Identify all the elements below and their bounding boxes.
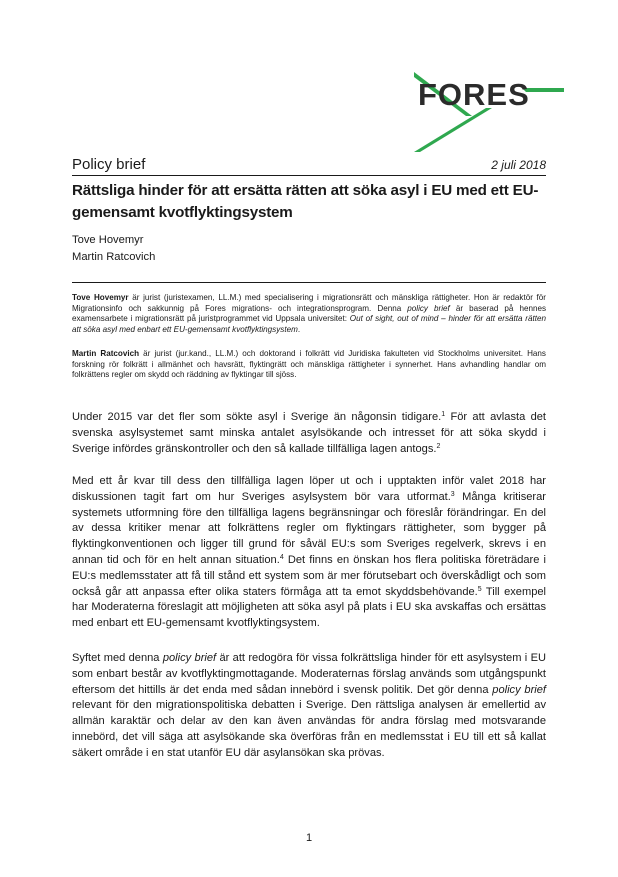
author-name: Martin Ratcovich [72, 251, 156, 263]
paragraph-emphasis: policy brief [492, 683, 546, 696]
bio-text: är baserad på hennes examensarbete i migrationsrätt på juristprogrammet vid Uppsala universitet: [72, 303, 546, 324]
footnote-marker[interactable]: 3 [450, 490, 455, 498]
document-date: 2 juli 2018 [491, 158, 546, 172]
bio-text: . [297, 324, 301, 334]
bio-text: är jurist (jur.kand., LL.M.) och doktorand i folkrätt vid Juridiska fakulteten vid Stockholms universitet. Hans forskning rör folkrätt i allmänhet och havsrätt, flyktingrätt och mänskliga rättigheter i synnerhet. Hans avhandling handlar om folkrättens regler om skydd och räddning av flyktingar till sjöss. [72, 349, 546, 380]
footnote-marker[interactable]: 2 [436, 442, 441, 450]
body-paragraph [72, 410, 546, 457]
paragraph-text: För att avlasta det svenska asylsystemet samt minska antalet asylsökande och intresset för att söka skydd i Sverige infördes gränskontroller och den så kallade tillfälliga lagen antogs. [72, 411, 546, 455]
author-bio [72, 349, 546, 381]
fores-logo [414, 72, 564, 152]
authors-divider [72, 282, 546, 283]
paragraph-text: är att redogöra för vissa folkrättsliga hinder för ett asylsystem i EU som enbart består av kvotflyktingmottagande. Moderaternas förslag används som utgångspunkt eftersom det hittills är det enda med sådan innebörd i svensk politik. Det gör denna [72, 652, 547, 696]
footnote-marker[interactable]: 4 [279, 553, 284, 561]
fores-logo-mark [414, 72, 564, 152]
paragraph-text: Med ett år kvar till dess den tillfälliga lagen löper ut och i upptakten inför valet 2018 har diskussionen tagit fart om hur Sveriges asylsystem bör vara utformat. [72, 475, 546, 503]
bio-emphasis: Out of sight, out of mind – hinder för att ersätta rätten att söka asyl med enbart ett EU-gemensamt kvotflyktingsystem [72, 314, 546, 334]
footnote-marker[interactable]: 5 [477, 585, 482, 593]
bio-text: är jurist (juristexamen, LL.M.) med specialisering i migrationsrätt och mänskliga rättigheter. Hon är redaktör för Migrationsinfo och sakkunnig på Fores migrations- och integrationsprogram. Denna [72, 293, 546, 313]
paragraph-text: Syftet med denna [72, 652, 163, 664]
page-number: 1 [305, 832, 313, 844]
body-paragraph [72, 474, 546, 632]
paragraph-text: relevant för den migrationspolitiska debatten i Sverige. Den rättsliga analysen är emellertid av allmän karaktär och delar av den kan även användas för andra förslag med motsvarande innebörd, det vill säga att asylsökande ska överföras från en medlemsstat i EU till ett så kallat säkert område i en stat utanför EU där asylansökan ska prövas. [72, 699, 546, 759]
footnote-marker[interactable]: 1 [441, 411, 446, 418]
paragraph-text: Många kritiserar systemets utformning före den tillfälliga lagens begränsningar och föreslår förändringar. En del av dessa kritiker menar att folkrättens regler om flyktingars rättigheter, som bygger på flyktingkonventionen och ligger till grund för såväl EU:s som Sveriges regelverk, skrevs i en annan tid och för en helt annan situation. [72, 490, 546, 566]
bio-author-name: Tove Hovemyr [72, 293, 129, 302]
header-divider [72, 175, 546, 176]
document-header [72, 156, 546, 173]
author-list [72, 232, 155, 266]
paragraph-text: Det finns en önskan hos flera politiska företrädare i EU:s medlemsstater att få till stånd ett system som är mer förutsebart och överskådligt och som också går att anpassa efter olika staters förmåga att ta emot skyddsbehövande. [72, 553, 547, 598]
paragraph-text: Under 2015 var det fler som sökte asyl i Sverige än någonsin tidigare. [72, 411, 442, 423]
author-name: Tove Hovemyr [72, 234, 144, 246]
bio-emphasis: policy brief [407, 303, 450, 313]
body-paragraph [72, 651, 546, 762]
paragraph-emphasis: policy brief [162, 652, 217, 664]
document-type: Policy brief [72, 156, 146, 173]
bio-author-name: Martin Ratcovich [72, 349, 140, 358]
document-title: Rättsliga hinder för att ersätta rätten att söka asyl i EU med ett EU-gemensamt kvotflyktingsystem [72, 182, 539, 221]
logo-wordmark: FORES [418, 77, 530, 112]
paragraph-text: Till exempel har Moderaterna föreslagit att möjligheten att söka asyl på plats i EU ska avskaffas och ersättas med enbart ett EU-gemensamt kvotflyktingsystem. [72, 585, 546, 630]
author-bio [72, 293, 546, 335]
